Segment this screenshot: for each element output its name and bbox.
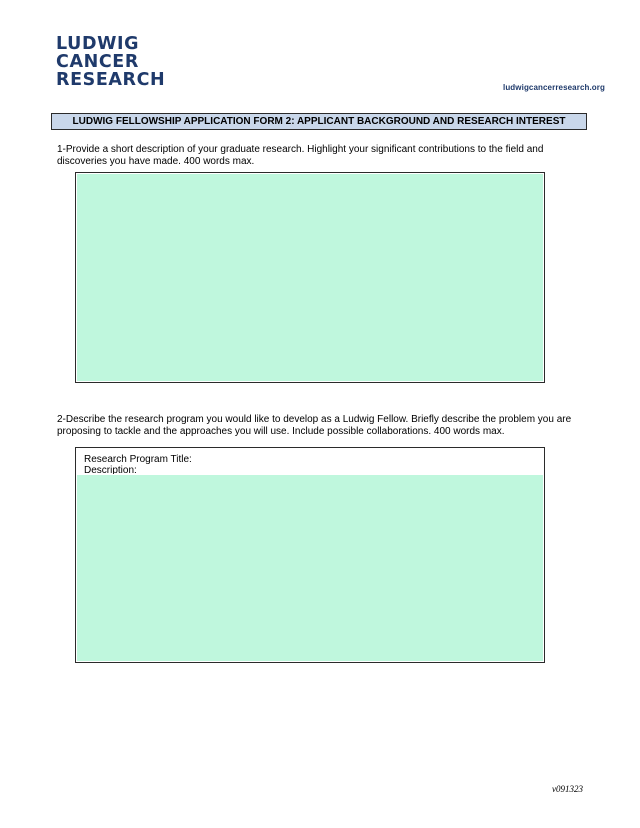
- logo-line-3: RESEARCH: [56, 70, 166, 90]
- question-2-answer-box: [75, 447, 545, 663]
- logo-line-2: CANCER: [56, 52, 139, 72]
- version-code: v091323: [552, 784, 583, 794]
- question-1-answer-field[interactable]: [77, 174, 543, 381]
- question-2-answer-field[interactable]: [77, 475, 543, 661]
- website-url[interactable]: ludwigcancerresearch.org: [503, 83, 605, 92]
- form-title: LUDWIG FELLOWSHIP APPLICATION FORM 2: APPLICANT BACKGROUND AND RESEARCH INTEREST: [51, 113, 587, 130]
- question-1-text: 1-Provide a short description of your graduate research. Highlight your significant contributions to the field and discoveries you have made. 400 words max.: [57, 144, 544, 167]
- question-1-answer-box: [75, 172, 545, 383]
- question-2-text: 2-Describe the research program you would like to develop as a Ludwig Fellow. Briefly describe the problem you are proposing to tackle and the approaches you will use. Include possible collaborations. 400 words max.: [57, 414, 572, 437]
- description-label: Description:: [84, 465, 137, 474]
- logo-line-1: LUDWIG: [56, 34, 140, 54]
- research-program-title-label: Research Program Title:: [84, 454, 192, 465]
- ludwig-cancer-research-logo: [56, 35, 196, 89]
